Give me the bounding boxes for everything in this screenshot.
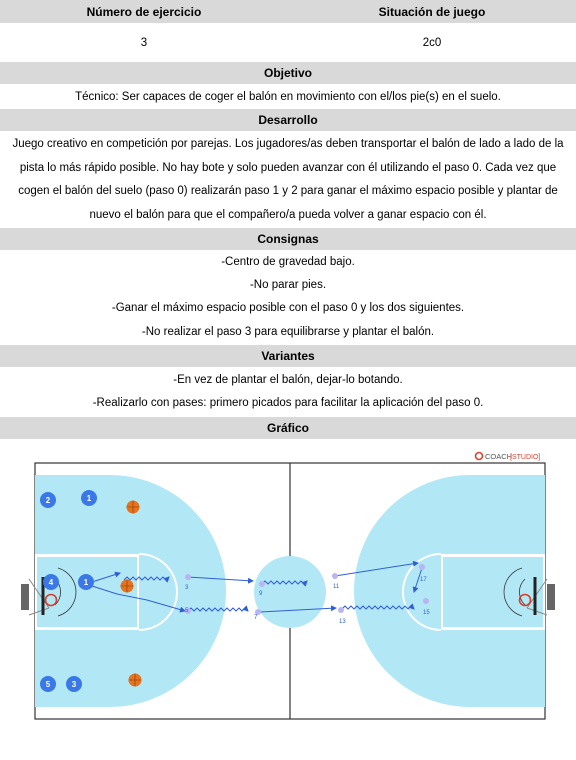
table-value-row	[0, 24, 576, 62]
right-key	[443, 557, 543, 627]
variante-item: -En vez de plantar el balón, dejar-lo botando.	[173, 374, 403, 386]
player-token	[40, 676, 56, 692]
desarrollo-header: Desarrollo	[0, 109, 576, 132]
marker-label: 5	[185, 608, 189, 614]
player-token	[66, 676, 82, 692]
consigna-item: -Centro de gravedad bajo.	[221, 256, 355, 268]
player-token	[43, 574, 59, 590]
game-situation-value: 2c0	[422, 37, 442, 49]
objetivo-header: Objetivo	[0, 62, 576, 85]
marker-label: 3	[185, 585, 189, 591]
center-circle	[254, 556, 326, 628]
table-header-row	[0, 0, 576, 24]
consigna-item: -Ganar el máximo espacio posible con el paso 0 y los dos siguientes.	[111, 302, 465, 314]
player-token	[78, 574, 94, 590]
marker-label: 9	[259, 591, 263, 597]
exercise-number-header: Número de ejercicio	[86, 4, 202, 19]
marker-label: 15	[423, 610, 430, 616]
marker-label: 17	[420, 577, 427, 583]
basketball-icon	[129, 674, 142, 687]
brand-suffix: [STUDIO]	[510, 454, 541, 461]
left-key	[37, 557, 137, 627]
court-diagram	[0, 440, 576, 760]
coach-studio-logo	[476, 452, 541, 461]
svg-text:1: 1	[83, 578, 89, 587]
player-token	[40, 492, 56, 508]
grafico-header: Gráfico	[0, 417, 576, 440]
game-situation-header: Situación de juego	[378, 4, 486, 19]
svg-text:2: 2	[45, 496, 51, 505]
variante-item: -Realizarlo con pases: primero picados para facilitar la aplicación del paso 0.	[92, 397, 484, 409]
basketball-icon	[127, 501, 140, 514]
marker-label: 11	[333, 584, 340, 590]
basketball-icon	[121, 580, 134, 593]
svg-text:5: 5	[45, 680, 51, 689]
svg-text:4: 4	[48, 578, 54, 587]
marker-label: 7	[254, 615, 258, 621]
exercise-number-value: 3	[140, 37, 148, 49]
marker-label: 13	[339, 619, 346, 625]
consigna-item: -No realizar el paso 3 para equilibrarse y plantar el balón.	[141, 326, 435, 338]
variantes-header: Variantes	[0, 345, 576, 368]
svg-text:3: 3	[71, 680, 77, 689]
consignas-header: Consignas	[0, 228, 576, 251]
player-token	[81, 490, 97, 506]
brand-text: COACH	[485, 452, 513, 461]
consigna-item: -No parar pies.	[249, 279, 327, 291]
court	[35, 463, 545, 719]
desarrollo-text: Juego creativo en competición por parejas. Los jugadores/as deben transportar el balón de lado a lado de la pista lo más rápido posible. No hay bote y solo pueden avanzar con él utilizando el paso 0. Cada vez que cogen el balón del suelo (paso 0) realizarán paso 1 y 2 para ganar el máximo espacio posible y plantar de nuevo el balón para que el compañero/a pueda volver a ganar espacio con él.	[12, 138, 564, 221]
svg-text:1: 1	[86, 494, 92, 503]
objetivo-text: Técnico: Ser capaces de coger el balón en movimiento con el/los pie(s) en el suelo.	[75, 91, 501, 103]
